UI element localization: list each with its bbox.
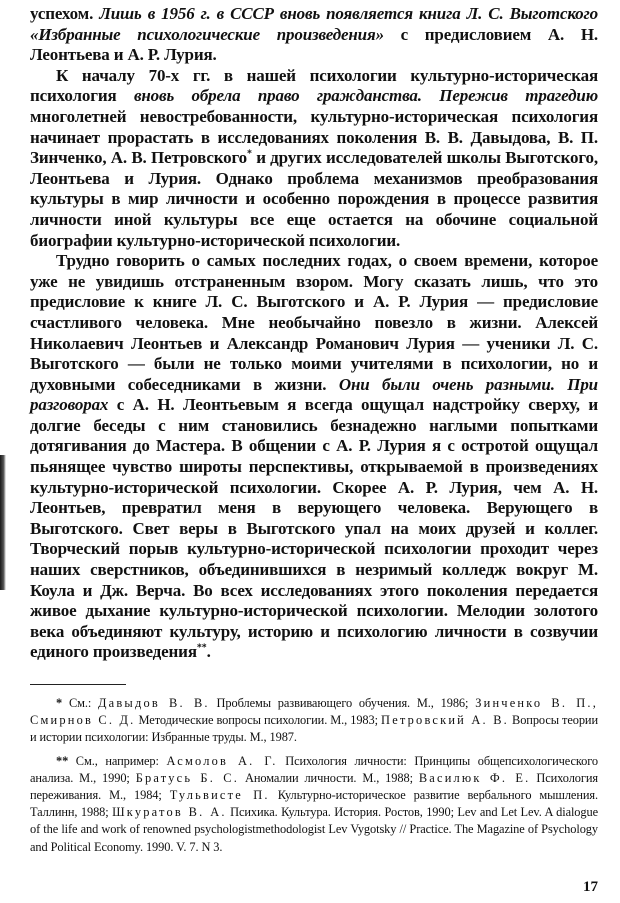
text-run: . xyxy=(206,642,211,662)
author-name: Петровский А. В. xyxy=(381,713,509,728)
footnotes xyxy=(30,684,598,862)
author-name: Зинченко В. П., Смирнов С. Д. xyxy=(30,696,598,728)
text-run: Культурно-историческое развитие вербального мышления. Таллинн, 1988; xyxy=(30,788,598,820)
italic-text-run: вновь обрела право гражданства. Пережив трагедию xyxy=(133,86,598,106)
text-run: Аномалии личности. М., 1988; xyxy=(239,770,419,785)
footnote-2 xyxy=(30,753,598,856)
text-run: многолетней невостребованности, культурно-историческая психология начинает прорастать в исследованиях поколения В. В. Давыдова, В. П. Зинченко, А. В. Петровского xyxy=(30,106,598,168)
footnote-reference: * xyxy=(247,148,252,160)
author-name: Василюк Ф. Е. xyxy=(418,770,531,785)
text-run: Методические вопросы психологии. М., 1983; xyxy=(135,713,382,728)
text-run: с А. Н. Леонтьевым я всегда ощущал надстройку сверху, и долгие беседы с ним становились безнадежно наглыми попытками дотягивания до Мастера. В общении с А. Р. Лурия я с остротой ощущал пьянящее чувство широты перспективы, открываемой в произведениях культурно-исторической психологии. Скорее А. Р. Лурия, чем А. Н. Леонтьев, превратил меня в верующего человека. Верующего в Выготского. Свет веры в Выготского упал на моих друзей и коллег. Творческий порыв культурно-исторической психологии проходит через наших сверстников, объединившихся в незримый колледж вокруг М. Коула и Дж. Верча. Во всех исследованиях этого поколения передается живое дыхание культурно-исторической психологии. Мелодии золотого века объединяют культуру, историю и психологию личности в созвучии единого произведения xyxy=(30,395,598,662)
page-number: 17 xyxy=(583,879,598,895)
footnote-1 xyxy=(30,695,598,747)
author-name: Давыдов В. В. xyxy=(98,696,210,710)
paragraph-1 xyxy=(30,4,598,66)
main-text xyxy=(30,4,598,663)
text-run: Проблемы развивающего обучения. М., 1986; xyxy=(209,696,476,710)
text-run: См., например: xyxy=(68,753,167,768)
footnote-mark: ** xyxy=(56,753,69,768)
text-run: К началу 70-х гг. в нашей психологии культурно-историческая психология xyxy=(30,65,598,106)
text-run: и других исследователей школы Выготского, Леонтьева и Лурия. Однако проблема механизмов преобразования культуры в мир личности и особенно порождения в процессе развития личности иной культуры все еще остается на обочине социальной биографии культурно-исторической психологии. xyxy=(30,148,598,250)
author-name: Асмолов А. Г. xyxy=(166,753,278,768)
paragraph-3 xyxy=(30,251,598,663)
text-run: См.: xyxy=(62,696,99,710)
footnote-mark: * xyxy=(56,696,63,710)
text-run: Психология личности: Принципы общепсихологического анализа. М., 1990; xyxy=(30,753,598,785)
text-run: Психика. Культура. История. Ростов, 1990; Lev and Let Lev. A dialogue of the life and work of renowned psychologistmethodologist Lev Vygotsky // Practice. The Magazine of Psychology and Political Economy. 1990. V. 7. N 3. xyxy=(30,805,598,854)
italic-text-run: Лишь в 1956 г. в СССР вновь появляется книга Л. С. Выготского «Избранные психологические произведения» xyxy=(30,4,599,44)
footnote-reference: ** xyxy=(196,642,207,654)
author-name: Тульвисте П. xyxy=(169,788,270,803)
text-run: с предисловием А. Н. Леонтьева и А. Р. Лурия. xyxy=(30,24,598,65)
text-run: Вопросы теории и истории психологии: Избранные труды. М., 1987. xyxy=(30,713,598,745)
author-name: Братусь Б. С. xyxy=(135,770,240,785)
paragraph-2 xyxy=(30,66,598,251)
author-name: Шкуратов В. А. xyxy=(112,805,227,820)
binding-edge-shadow xyxy=(0,455,6,590)
text-run: Трудно говорить о самых последних годах, о своем времени, которое уже не увидишь отстраненным взором. Могу сказать лишь, что это предисловие к книге Л. С. Выготского и А. Р. Лурия — предисловие счастливого человека. Мне необычайно повезло в жизни. Алексей Николаевич Леонтьев и Александр Романович Лурия — ученики Л. С. Выготского — были не только моими учителями в психологии, но и духовными собеседниками в жизни. xyxy=(30,251,598,394)
footnote-divider xyxy=(30,684,126,685)
text-run: успехом. xyxy=(30,4,100,23)
text-run: Психология переживания. М., 1984; xyxy=(30,770,598,803)
italic-text-run: Они были очень разными. При разговорах xyxy=(30,374,598,415)
